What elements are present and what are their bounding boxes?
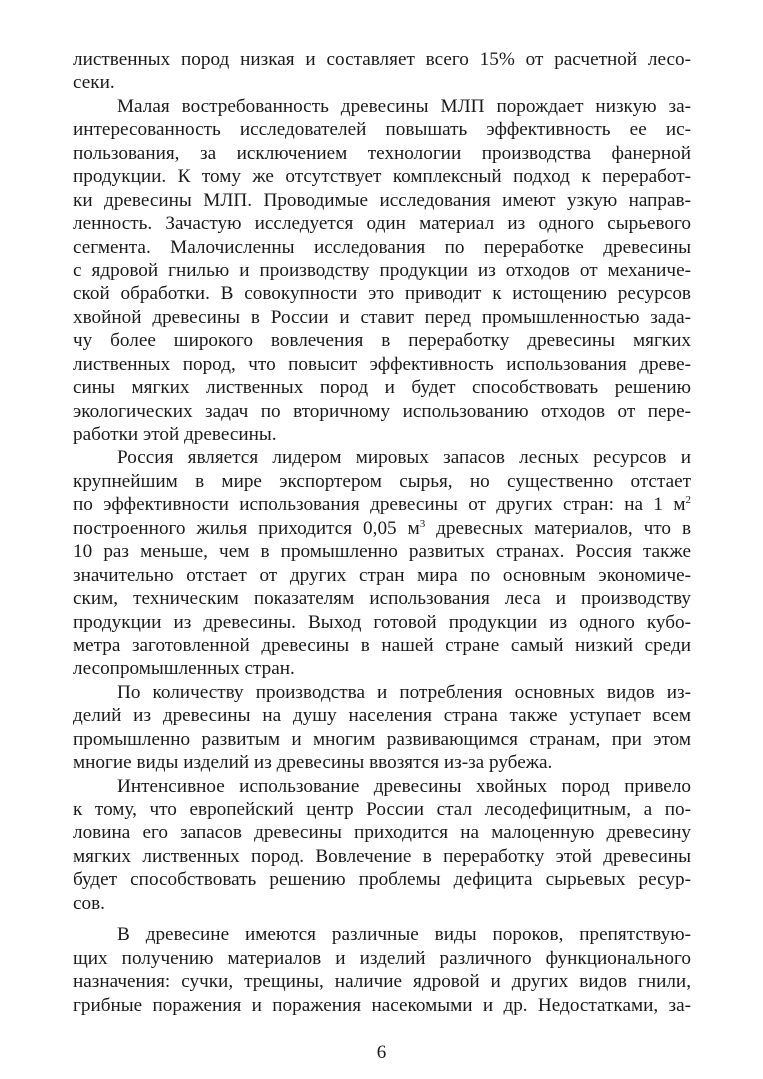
text-line: продукции. К тому же отсутствует комплексный подход к переработ- [73, 166, 691, 188]
paragraph [73, 48, 691, 95]
text-line: продукции из древесины. Выход готовой продукции из одного кубо- [73, 611, 691, 633]
text-line: лиственных пород, что повысит эффективность использования древе- [73, 353, 691, 375]
text-line: сины мягких лиственных пород и будет способствовать решению [73, 377, 691, 399]
text-line: чу более широкого вовлечения в переработку древесины мягких [73, 330, 691, 352]
text-line: Интенсивное использование древесины хвойных пород привело [117, 775, 691, 797]
page-body [73, 48, 691, 1017]
text-segment: по эффективности использования древесины от других стран: на 1 м [73, 494, 686, 516]
text-line: 10 раз меньше, чем в промышленно развитых странах. Россия также [73, 541, 691, 563]
text-line: секи. [73, 72, 115, 94]
text-line: промышленно развитым и многим развивающимся странам, при этом [73, 728, 691, 750]
text-line: сов. [73, 892, 105, 914]
text-line: многие виды изделий из древесины ввозятся из-за рубежа. [73, 752, 553, 774]
text-line: крупнейшим в мире экспортером сырья, но существенно отстает [73, 470, 691, 492]
superscript: 2 [685, 494, 691, 507]
text-line: ленность. Зачастую исследуется один материал из одного сырьевого [73, 213, 691, 235]
text-line: мягких лиственных пород. Вовлечение в переработку этой древесины [73, 845, 691, 867]
text-line [73, 493, 691, 516]
text-line: интересованность исследователей повышать эффективность ее ис- [73, 119, 691, 141]
text-line: По количеству производства и потребления основных видов из- [117, 681, 691, 703]
paragraph [73, 775, 691, 916]
page-number: 6 [376, 1042, 387, 1063]
paragraph [73, 95, 691, 447]
text-line: сегмента. Малочисленны исследования по переработке древесины [73, 236, 691, 258]
text-line: ловина его запасов древесины приходится на малоценную древесину [73, 822, 691, 844]
text-line [73, 517, 691, 540]
text-line: ки древесины МЛП. Проводимые исследования имеют узкую направ- [73, 189, 691, 211]
text-line: Россия является лидером мировых запасов лесных ресурсов и [117, 447, 691, 469]
text-line: назначения: сучки, трещины, наличие ядровой и других видов гнили, [73, 971, 691, 993]
text-line: значительно отстает от других стран мира по основным экономиче- [73, 564, 691, 586]
text-segment: построенного жилья приходится 0,05 м [73, 517, 420, 539]
text-line: щих получению материалов и изделий различного функционального [73, 947, 691, 969]
text-line: к тому, что европейский центр России стал лесодефицитным, а по- [73, 799, 691, 820]
text-line: пользования, за исключением технологии производства фанерной [73, 142, 691, 164]
text-line: В древесине имеются различные виды пороков, препятствую- [117, 924, 691, 946]
text-line: ской обработки. В совокупности это приводит к истощению ресурсов [73, 283, 691, 305]
text-line: Малая востребованность древесины МЛП порождает низкую за- [117, 95, 691, 117]
paragraph [73, 923, 691, 1017]
text-line: делий из древесины на душу населения страна также уступает всем [73, 705, 691, 727]
paragraph [73, 681, 691, 775]
text-line: лиственных пород низкая и составляет всего 15% от расчетной лесо- [73, 49, 691, 70]
text-line: экологических задач по вторичному использованию отходов от пере- [73, 400, 691, 422]
text-line: хвойной древесины в России и ставит перед промышленностью зада- [73, 306, 691, 328]
text-line: грибные поражения и поражения насекомыми и др. Недостатками, за- [73, 994, 691, 1016]
superscript: 3 [419, 517, 426, 530]
text-line: лесопромышленных стран. [73, 658, 295, 680]
text-line: с ядровой гнилью и производству продукции из отходов от механиче- [73, 259, 691, 281]
text-line: метра заготовленной древесины в нашей стране самый низкий среди [73, 634, 691, 656]
text-line: ским, техническим показателям использования леса и производству [73, 588, 691, 610]
paragraph [73, 446, 691, 680]
text-line: работки этой древесины. [73, 424, 277, 445]
text-segment: древесных материалов, что в [425, 517, 692, 539]
text-line: будет способствовать решению проблемы дефицита сырьевых ресур- [73, 869, 691, 891]
